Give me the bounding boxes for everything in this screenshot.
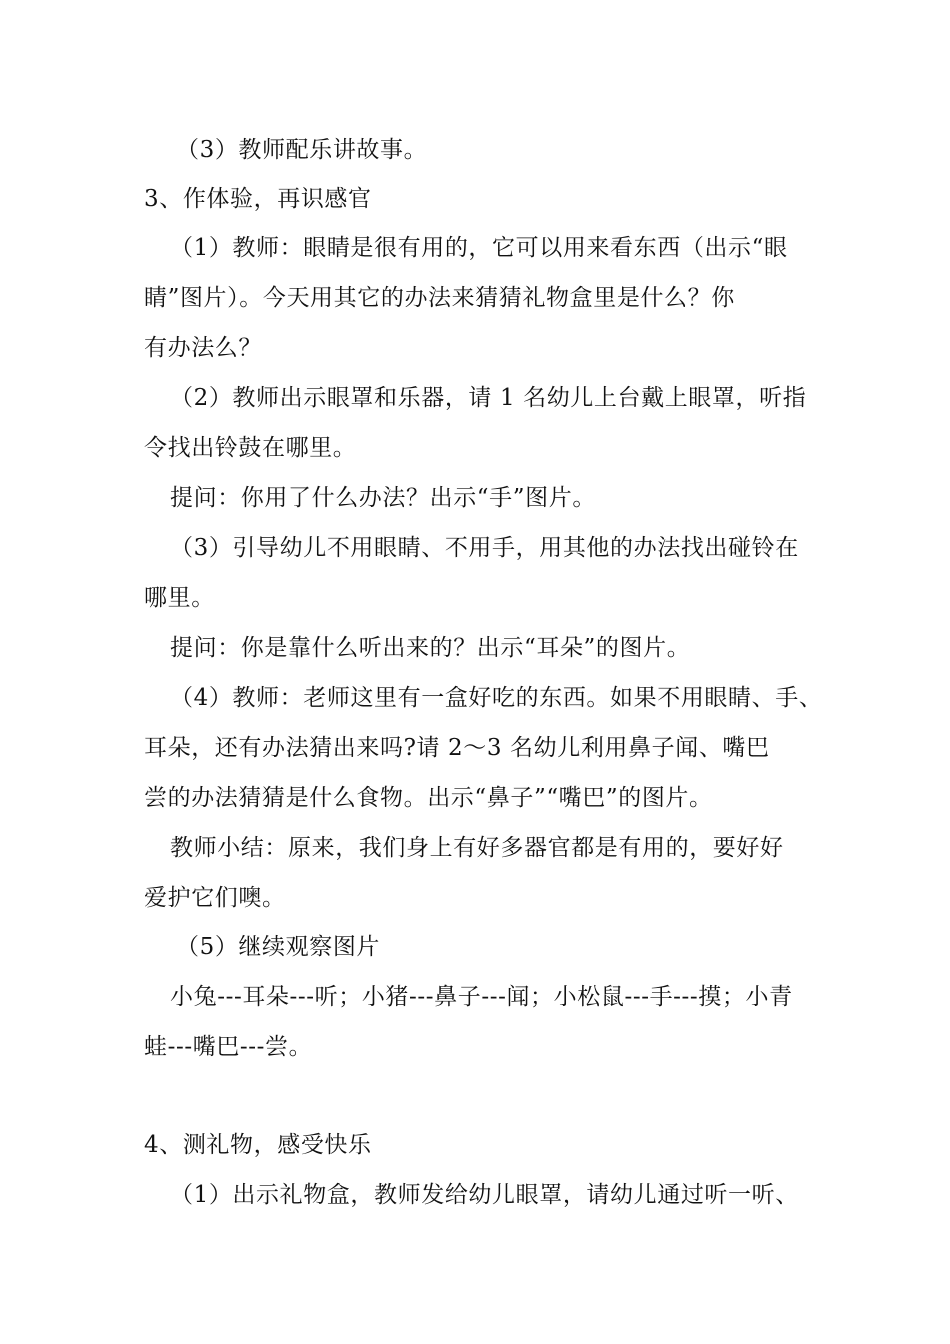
- section-4-heading: 4、测礼物，感受快乐: [144, 1132, 372, 1158]
- step-3-music-story: （3）教师配乐讲故事。: [176, 137, 428, 163]
- paragraph-line: 哪里。: [144, 585, 215, 611]
- paragraph-line: 有办法么？: [144, 335, 262, 361]
- paragraph-line: （2）教师出示眼罩和乐器，请 1 名幼儿上台戴上眼罩，听指: [170, 385, 807, 411]
- paragraph-line: （1）出示礼物盒，教师发给幼儿眼罩，请幼儿通过听一听、: [170, 1182, 799, 1208]
- paragraph-line: 尝的办法猜猜是什么食物。出示“鼻子”“嘴巴”的图片。: [144, 785, 713, 811]
- paragraph-line: （1）教师：眼睛是很有用的，它可以用来看东西（出示“眼: [170, 235, 788, 261]
- paragraph-line: 提问：你用了什么办法？出示“手”图片。: [170, 485, 596, 511]
- paragraph-line: （3）引导幼儿不用眼睛、不用手，用其他的办法找出碰铃在: [170, 535, 799, 561]
- paragraph-line: 爱护它们噢。: [144, 885, 286, 911]
- section-3-heading: 3、作体验，再识感官: [144, 186, 372, 212]
- paragraph-line: 睛”图片）。今天用其它的办法来猜猜礼物盒里是什么？你: [144, 285, 735, 311]
- paragraph-line: 提问：你是靠什么听出来的？出示“耳朵”的图片。: [170, 635, 691, 661]
- paragraph-line: 小兔---耳朵---听；小猪---鼻子---闻；小松鼠---手---摸；小青: [170, 984, 793, 1010]
- paragraph-line: （5）继续观察图片: [176, 934, 381, 960]
- paragraph-line: 教师小结：原来，我们身上有好多器官都是有用的，要好好: [170, 835, 784, 861]
- paragraph-line: 耳朵，还有办法猜出来吗?请 2～3 名幼儿利用鼻子闻、嘴巴: [144, 735, 770, 761]
- paragraph-line: 令找出铃鼓在哪里。: [144, 435, 357, 461]
- paragraph-line: 蛙---嘴巴---尝。: [144, 1034, 313, 1060]
- paragraph-line: （4）教师：老师这里有一盒好吃的东西。如果不用眼睛、手、: [170, 685, 823, 711]
